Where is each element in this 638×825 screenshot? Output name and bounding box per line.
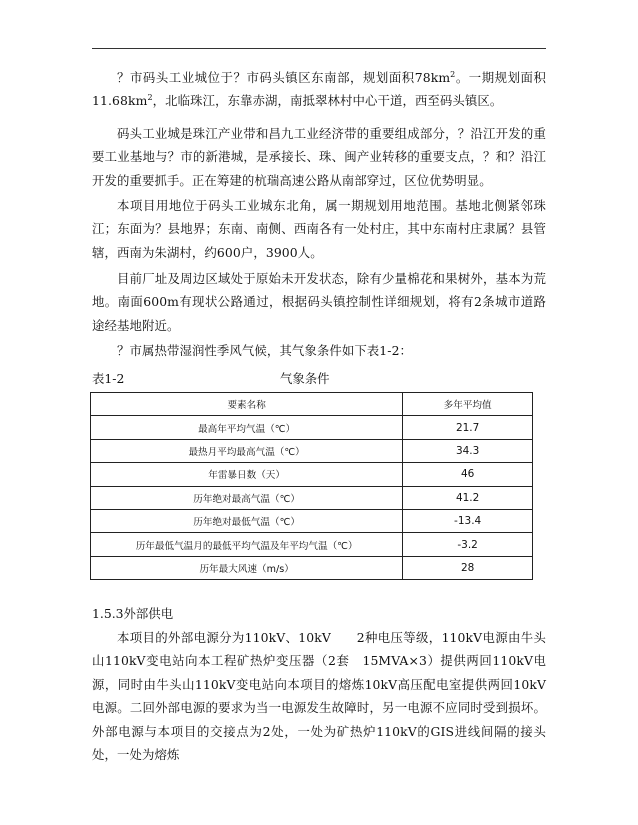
table-row: [91, 509, 533, 532]
paragraph-external-power: 本项目的外部电源分为110kV、10kV 2种电压等级，110kV电源由牛头山110kV变电站向本工程矿热炉变压器（2套 15MVA×3）提供两回110kV电源，同时由牛头山110kV变电站向本项目的熔炼10kV高压配电室提供两回10kV电源。二回外部电源的要求为当一电源发生故障时，另一电源不应同时受到损坏。外部电源与本项目的交接点为2处，一处为矿热炉110kV的GIS进线间隔的接头处，一处为熔炼: [92, 630, 546, 763]
table-number: 表1-2: [92, 371, 125, 386]
table-row: [91, 556, 533, 579]
paragraph-industrial-city: 码头工业城是珠江产业带和昌九工业经济带的重要组成部分，？沿江开发的重要工业基地与？市的新港城，是承接长、珠、闽产业转移的重要支点，？和？沿江开发的重要抓手。正在筹建的杭瑞高速公路从南部穿过，区位优势明显。: [92, 126, 546, 188]
table-header-row: [91, 393, 533, 416]
row-value: 21.7: [403, 416, 533, 439]
row-value: 28: [403, 556, 533, 579]
table-row: [91, 486, 533, 509]
section-heading: 1.5.3外部供电: [92, 606, 174, 621]
row-name: 历年最低气温月的最低平均气温及年平均气温（℃）: [91, 533, 403, 556]
paragraph-project-site: 本项目用地位于码头工业城东北角，属一期规划用地范围。基地北侧紧邻珠江；东面为？县地界；东南、南侧、西南各有一处村庄，其中东南村庄隶属？县管辖，西南为朱湖村，约600户，3900人。: [92, 198, 546, 260]
weather-table: [90, 392, 533, 580]
row-value: 41.2: [403, 486, 533, 509]
row-value: -13.4: [403, 509, 533, 532]
header-rule: [92, 48, 546, 49]
row-name: 历年绝对最高气温（℃）: [91, 486, 403, 509]
row-name: 最热月平均最高气温（℃）: [91, 439, 403, 462]
row-name: 历年绝对最低气温（℃）: [91, 509, 403, 532]
table-row: [91, 416, 533, 439]
header-element-name: 要素名称: [91, 393, 403, 416]
table-caption: [92, 370, 546, 388]
paragraph-climate: ？市属热带湿润性季风气候，其气象条件如下表1-2：: [117, 343, 413, 358]
row-value: 46: [403, 463, 533, 486]
table-row: [91, 533, 533, 556]
row-value: 34.3: [403, 439, 533, 462]
row-name: 年雷暴日数（天）: [91, 463, 403, 486]
header-average-value: 多年平均值: [403, 393, 533, 416]
table-title: 气象条件: [280, 371, 330, 386]
row-name: 历年最大风速（m/s）: [91, 556, 403, 579]
table-row: [91, 439, 533, 462]
paragraph-location: ？市码头工业城位于？市码头镇区东南部，规划面积$78km^2$。一期规划面积$11.68km^2$，北临珠江，东靠赤湖，南抵翠林村中心干道，西至码头镇区。: [92, 69, 546, 109]
row-name: 最高年平均气温（℃）: [91, 416, 403, 439]
table-row: [91, 463, 533, 486]
paragraph-site-status: 目前厂址及周边区域处于原始未开发状态，除有少量棉花和果树外，基本为荒地。南面600m有现状公路通过，根据码头镇控制性详细规划，将有2条城市道路途经基地附近。: [92, 271, 546, 333]
row-value: -3.2: [403, 533, 533, 556]
